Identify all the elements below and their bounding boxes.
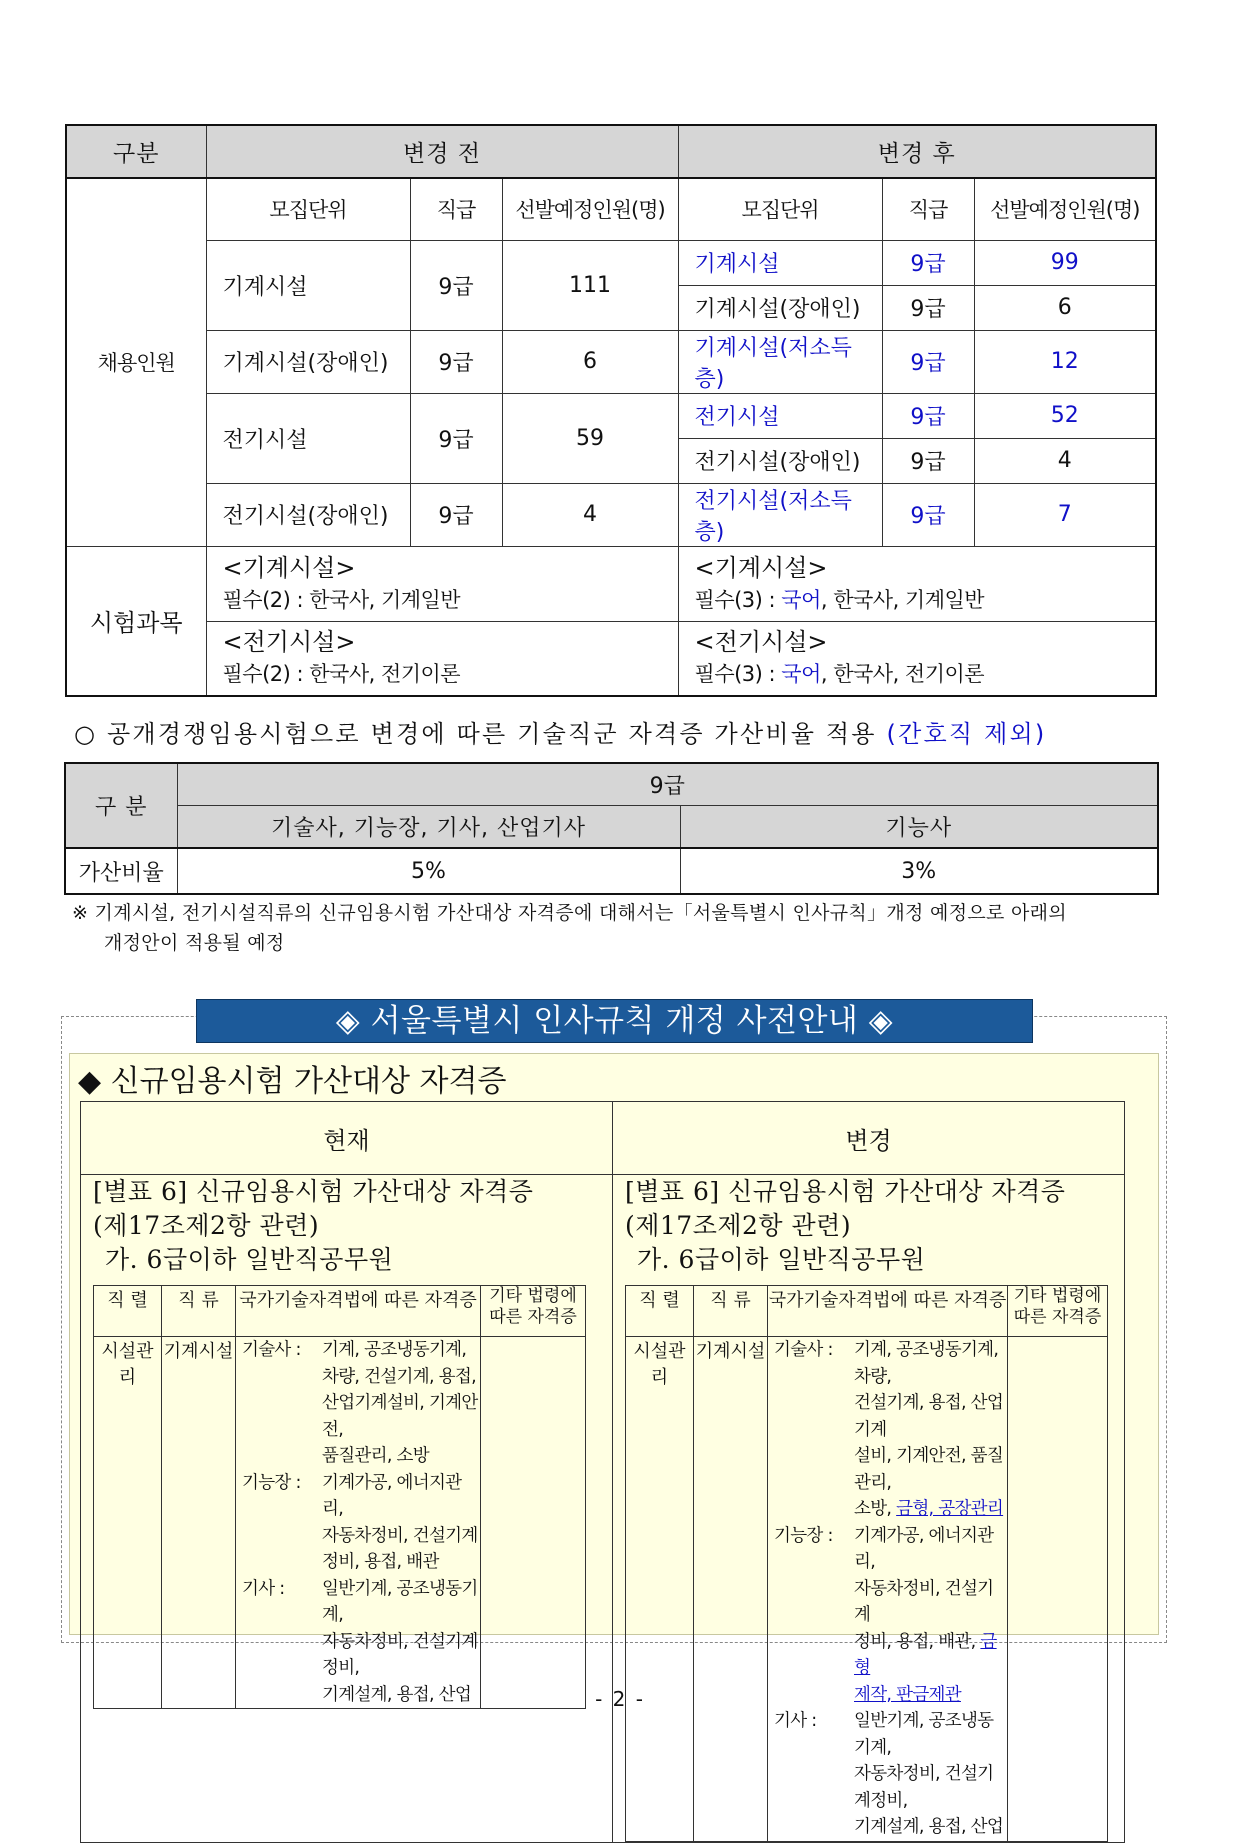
after-unit: 전기시설(장애인) bbox=[678, 438, 882, 483]
notice-banner: ◈ 서울특별시 인사규칙 개정 사전안내 ◈ bbox=[196, 999, 1033, 1043]
before-count: 6 bbox=[502, 330, 678, 393]
col-series: 직 렬 bbox=[94, 1286, 162, 1337]
after-unit: 기계시설 bbox=[678, 240, 882, 285]
after-grade: 9급 bbox=[882, 330, 974, 393]
col-unit: 모집단위 bbox=[206, 178, 410, 240]
row-label-bonus: 가산비율 bbox=[65, 848, 177, 894]
col-grade: 직급 bbox=[882, 178, 974, 240]
after-grade: 9급 bbox=[882, 393, 974, 438]
bonus-rate-heading: ○ 공개경쟁임용시험으로 변경에 따른 기술직군 자격증 가산비율 적용 (간호직 제외) bbox=[74, 720, 1047, 748]
notice-subtitle: ◆ 신규임용시험 가산대상 자격증 bbox=[78, 1064, 507, 1099]
after-count: 12 bbox=[974, 330, 1156, 393]
after-count: 4 bbox=[974, 438, 1156, 483]
header-cert-group-1: 기술사, 기능장, 기사, 산업기사 bbox=[177, 805, 680, 848]
cert-list: 기술사 : 기계, 공조냉동기계, 차량, 건설기계, 용접, 산업기계설비, 기계안전, 품질관리, 소방 기능장 : 기계가공, 에너지관리, 자동차정비, 건설기계 정비, 용접, 배관 기사 : 일반기계, 공조냉동기계, 자동차정비, 건설기계정비, 기계설계, 용접, 산업 bbox=[236, 1337, 481, 1709]
col-national-cert: 국가기술자격법에 따른 자격증 bbox=[768, 1286, 1008, 1337]
header-category: 구 분 bbox=[65, 763, 177, 848]
after-count: 6 bbox=[974, 285, 1156, 330]
col-series: 직 렬 bbox=[626, 1286, 694, 1337]
bonus-value-1: 5% bbox=[177, 848, 680, 894]
after-unit: 기계시설(저소득층) bbox=[678, 330, 882, 393]
before-grade: 9급 bbox=[410, 483, 502, 546]
exam-title: <전기시설> bbox=[694, 628, 828, 657]
before-unit: 전기시설 bbox=[206, 393, 410, 483]
header-after: 변경 후 bbox=[678, 125, 1156, 178]
col-count: 선발예정인원(명) bbox=[502, 178, 678, 240]
exam-subjects: 필수(3) : 국어, 한국사, 기계일반 bbox=[694, 587, 985, 612]
exam-title: <전기시설> bbox=[222, 628, 356, 657]
exam-subjects: 필수(2) : 한국사, 전기이론 bbox=[222, 662, 461, 687]
exam-title: <기계시설> bbox=[694, 553, 828, 582]
header-category: 구분 bbox=[66, 125, 206, 178]
recruitment-change-table bbox=[65, 124, 1157, 697]
after-exam-mech bbox=[678, 546, 1156, 621]
other-cert-empty bbox=[481, 1337, 586, 1709]
before-grade: 9급 bbox=[410, 330, 502, 393]
header-grade: 9급 bbox=[177, 763, 1158, 805]
after-count: 52 bbox=[974, 393, 1156, 438]
before-unit: 기계시설(장애인) bbox=[206, 330, 410, 393]
category-exam: 시험과목 bbox=[66, 546, 206, 696]
after-unit: 기계시설(장애인) bbox=[678, 285, 882, 330]
before-unit: 기계시설 bbox=[206, 240, 410, 330]
appendix-title: [별표 6] 신규임용시험 가산대상 자격증 (제17조제2항 관련) 가. 6급이하 일반직공무원 bbox=[625, 1177, 1066, 1274]
before-exam-mech bbox=[206, 546, 678, 621]
bonus-rate-table bbox=[64, 762, 1159, 895]
footnote: ※ 기계시설, 전기시설직류의 신규임용시험 가산대상 자격증에 대해서는「서울특별시 인사규칙」개정 예정으로 아래의 개정안이 적용될 예정 bbox=[72, 902, 1067, 954]
header-before: 변경 전 bbox=[206, 125, 678, 178]
col-count: 선발예정인원(명) bbox=[974, 178, 1156, 240]
exam-title: <기계시설> bbox=[222, 553, 356, 582]
before-count: 4 bbox=[502, 483, 678, 546]
exam-subjects: 필수(3) : 국어, 한국사, 전기이론 bbox=[694, 662, 985, 687]
class-value: 기계시설 bbox=[162, 1337, 236, 1709]
page-number: - 2 - bbox=[595, 1687, 645, 1711]
after-grade: 9급 bbox=[882, 438, 974, 483]
exam-subjects: 필수(2) : 한국사, 기계일반 bbox=[222, 587, 461, 612]
after-grade: 9급 bbox=[882, 483, 974, 546]
before-grade: 9급 bbox=[410, 240, 502, 330]
category-hiring: 채용인원 bbox=[66, 178, 206, 546]
after-unit: 전기시설(저소득층) bbox=[678, 483, 882, 546]
col-class: 직 류 bbox=[694, 1286, 768, 1337]
rule-comparison-table bbox=[80, 1101, 1125, 1843]
after-count: 7 bbox=[974, 483, 1156, 546]
col-other-cert: 기타 법령에 따른 자격증 bbox=[1008, 1286, 1108, 1337]
before-exam-elec bbox=[206, 621, 678, 696]
current-header: 현재 bbox=[81, 1102, 613, 1175]
before-unit: 전기시설(장애인) bbox=[206, 483, 410, 546]
col-grade: 직급 bbox=[410, 178, 502, 240]
col-class: 직 류 bbox=[162, 1286, 236, 1337]
after-exam-elec bbox=[678, 621, 1156, 696]
before-count: 111 bbox=[502, 240, 678, 330]
before-grade: 9급 bbox=[410, 393, 502, 483]
before-count: 59 bbox=[502, 393, 678, 483]
appendix-title: [별표 6] 신규임용시험 가산대상 자격증 (제17조제2항 관련) 가. 6급이하 일반직공무원 bbox=[93, 1177, 534, 1274]
bonus-value-2: 3% bbox=[680, 848, 1158, 894]
cert-list: 기술사 : 기계, 공조냉동기계, 차량, 건설기계, 용접, 산업기계 설비, 기계안전, 품질관리, 소방, 금형, 공장관리 기능장 : 기계가공, 에너지관리, 자동차정비, 건설기계 정비, 용접, 배관, 금형 제작, 판금제관 기사 : 일반기계, 공조냉동기계, 자동차정비, 건설기계정비, 기계설계, 용접, 산업 bbox=[768, 1337, 1008, 1842]
changed-header: 변경 bbox=[613, 1102, 1125, 1175]
after-grade: 9급 bbox=[882, 240, 974, 285]
after-grade: 9급 bbox=[882, 285, 974, 330]
current-cert-table bbox=[93, 1285, 586, 1709]
after-unit: 전기시설 bbox=[678, 393, 882, 438]
class-value: 기계시설 bbox=[694, 1337, 768, 1842]
col-unit: 모집단위 bbox=[678, 178, 882, 240]
col-national-cert: 국가기술자격법에 따른 자격증 bbox=[236, 1286, 481, 1337]
changed-cert-table bbox=[625, 1285, 1108, 1842]
series-value: 시설관리 bbox=[94, 1337, 162, 1709]
other-cert-empty bbox=[1008, 1337, 1108, 1842]
col-other-cert: 기타 법령에 따른 자격증 bbox=[481, 1286, 586, 1337]
after-count: 99 bbox=[974, 240, 1156, 285]
header-cert-group-2: 기능사 bbox=[680, 805, 1158, 848]
series-value: 시설관리 bbox=[626, 1337, 694, 1842]
